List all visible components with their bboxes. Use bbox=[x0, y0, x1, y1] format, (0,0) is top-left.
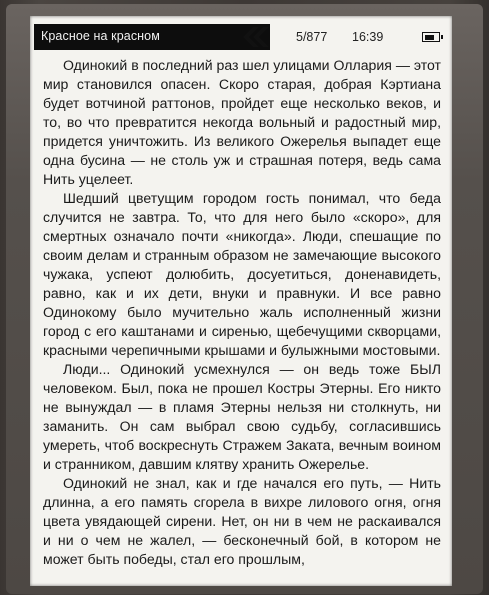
clock: 16:39 bbox=[352, 30, 384, 44]
book-title: Красное на красном bbox=[41, 29, 160, 43]
status-bar bbox=[34, 24, 448, 50]
paragraph-3: Люди... Одинокий усмехнулся — он ведь тоже БЫЛ человеком. Был, пока не прошел Костры Этерны. Его никто не вынуждал — в пламя Этерны нельзя ни столкнуть, ни заманить. Он сам выбрал свою судьбу, согласившись умереть, чтоб воскреснуть Стражем Заката, вечным воином и странником, давшим клятву хранить Ожерелье. bbox=[43, 361, 441, 472]
paragraph-2: Шедший цветущим городом гость понимал, что беда случится не завтра. То, что для него было «скоро», для смертных означало почти «никогда». Люди, спешащие по своим делам и странным образом не замечающие высокого чужака, успеют долюбить, досуетиться, доненавидеть, равно, как и их дети, внуки и правнуки. И все равно Одинокому было мучительно жаль исполненный жизни город с его каштанами и сиренью, щебечущими скворцами, красными черепичными крышами и булыжными мостовыми. bbox=[43, 190, 441, 358]
paragraph-4: Одинокий не знал, как и где начался его путь, — Нить длинна, а его память сгорела в вихре лилового огня, огня цвета увядающей сирени. Нет, он ни в чем не раскаивался и ни о чем не жалел, — бесконечный бой, в котором не может быть победы, стал его прошлым, bbox=[43, 475, 441, 567]
battery-icon bbox=[422, 32, 440, 42]
paragraph-1: Одинокий в последний раз шел улицами Оллария — этот мир становился опасен. Скоро старая, добрая Кэртиана будет вотчиной раттонов, пройдет еще несколько веков, и то, во что превратится некогда вольный и радостный мир, придется уничтожить. Из великого Ожерелья выпадет еще одна бусина — не столь уж и страшная потеря, ведь сама Нить уцелеет. bbox=[43, 57, 441, 187]
double-chevron-left-icon[interactable] bbox=[240, 26, 270, 48]
ereader-screen bbox=[30, 16, 452, 586]
book-page-text bbox=[43, 56, 441, 569]
battery-level bbox=[425, 35, 434, 40]
book-title-tab[interactable] bbox=[34, 24, 270, 50]
page-indicator: 5/877 bbox=[296, 30, 328, 44]
